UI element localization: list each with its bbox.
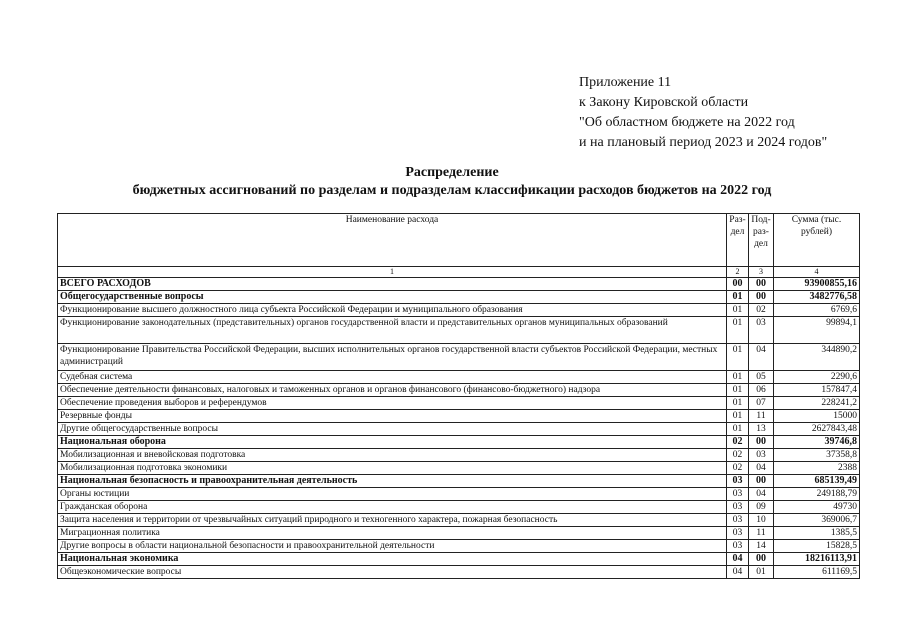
row-name: Другие вопросы в области национальной безопасности и правоохранительной деятельности [58, 540, 727, 553]
appendix-block [579, 73, 827, 153]
column-number-row [58, 267, 860, 278]
row-subsection: 11 [749, 527, 774, 540]
row-sum: 49730 [774, 501, 860, 514]
row-name: Функционирование Правительства Российской Федерации, высших исполнительных органов государственной власти субъектов Российской Федерации, местных администраций [58, 344, 727, 371]
row-section: 03 [727, 488, 749, 501]
row-subsection: 01 [749, 566, 774, 579]
column-number: 1 [58, 267, 727, 278]
row-name: Судебная система [58, 371, 727, 384]
table-row [58, 291, 860, 304]
row-name: Обеспечение проведения выборов и референдумов [58, 397, 727, 410]
table-row [58, 514, 860, 527]
row-sum: 369006,7 [774, 514, 860, 527]
row-subsection: 07 [749, 397, 774, 410]
row-name: ВСЕГО РАСХОДОВ [58, 278, 727, 291]
table-row [58, 317, 860, 344]
row-sum: 99894,1 [774, 317, 860, 344]
table-row [58, 436, 860, 449]
row-name: Другие общегосударственные вопросы [58, 423, 727, 436]
row-name: Защита населения и территории от чрезвычайных ситуаций природного и техногенного характера, пожарная безопасность [58, 514, 727, 527]
table-row [58, 423, 860, 436]
row-section: 01 [727, 410, 749, 423]
header-section: Раз-дел [727, 214, 749, 267]
row-sum: 3482776,58 [774, 291, 860, 304]
row-section: 01 [727, 344, 749, 371]
row-name: Функционирование законодательных (представительных) органов государственной власти и представительных органов муниципальных образований [58, 317, 727, 344]
table-row [58, 540, 860, 553]
row-subsection: 09 [749, 501, 774, 514]
row-name: Функционирование высшего должностного лица субъекта Российской Федерации и муниципального образования [58, 304, 727, 317]
row-name: Мобилизационная и вневойсковая подготовка [58, 449, 727, 462]
row-subsection: 00 [749, 436, 774, 449]
column-number: 4 [774, 267, 860, 278]
row-sum: 611169,5 [774, 566, 860, 579]
row-section: 01 [727, 317, 749, 344]
row-sum: 2388 [774, 462, 860, 475]
row-sum: 6769,6 [774, 304, 860, 317]
table-row [58, 384, 860, 397]
table-row [58, 527, 860, 540]
column-number: 3 [749, 267, 774, 278]
row-subsection: 06 [749, 384, 774, 397]
appendix-line: Приложение 11 [579, 75, 672, 90]
row-subsection: 10 [749, 514, 774, 527]
row-name: Национальная оборона [58, 436, 727, 449]
row-sum: 39746,8 [774, 436, 860, 449]
row-sum: 2627843,48 [774, 423, 860, 436]
row-section: 03 [727, 514, 749, 527]
table-row [58, 462, 860, 475]
table-header-row [58, 214, 860, 267]
table-row [58, 501, 860, 514]
table-row [58, 566, 860, 579]
row-section: 03 [727, 540, 749, 553]
row-subsection: 00 [749, 278, 774, 291]
row-name: Гражданская оборона [58, 501, 727, 514]
row-section: 01 [727, 384, 749, 397]
row-subsection: 05 [749, 371, 774, 384]
header-subsection: Под-раз-дел [749, 214, 774, 267]
row-section: 01 [727, 423, 749, 436]
table-row [58, 278, 860, 291]
row-sum: 18216113,91 [774, 553, 860, 566]
row-sum: 93900855,16 [774, 278, 860, 291]
row-section: 00 [727, 278, 749, 291]
row-name: Национальная безопасность и правоохранительная деятельность [58, 475, 727, 488]
row-name: Органы юстиции [58, 488, 727, 501]
row-subsection: 00 [749, 291, 774, 304]
appendix-line: к Закону Кировской области [579, 95, 749, 110]
header-name: Наименование расхода [58, 214, 727, 267]
row-subsection: 13 [749, 423, 774, 436]
table-row [58, 371, 860, 384]
row-subsection: 02 [749, 304, 774, 317]
table-row [58, 449, 860, 462]
page-subtitle: бюджетных ассигнований по разделам и подразделам классификации расходов бюджетов на 2022 год [132, 183, 772, 198]
row-section: 01 [727, 291, 749, 304]
row-name: Национальная экономика [58, 553, 727, 566]
table-row [58, 410, 860, 423]
row-section: 03 [727, 527, 749, 540]
row-sum: 15000 [774, 410, 860, 423]
row-section: 01 [727, 397, 749, 410]
table-row [58, 397, 860, 410]
row-name: Общеэкономические вопросы [58, 566, 727, 579]
row-section: 04 [727, 553, 749, 566]
table-row [58, 488, 860, 501]
row-section: 03 [727, 501, 749, 514]
row-subsection: 03 [749, 449, 774, 462]
row-subsection: 00 [749, 553, 774, 566]
row-subsection: 14 [749, 540, 774, 553]
table-row [58, 344, 860, 371]
row-name: Общегосударственные вопросы [58, 291, 727, 304]
row-section: 04 [727, 566, 749, 579]
row-section: 02 [727, 462, 749, 475]
row-section: 01 [727, 371, 749, 384]
budget-table [57, 213, 860, 579]
table-row [58, 304, 860, 317]
row-sum: 344890,2 [774, 344, 860, 371]
row-subsection: 00 [749, 475, 774, 488]
row-subsection: 03 [749, 317, 774, 344]
row-sum: 15828,5 [774, 540, 860, 553]
appendix-line: и на плановый период 2023 и 2024 годов" [579, 135, 828, 150]
row-sum: 1385,5 [774, 527, 860, 540]
appendix-line: "Об областном бюджете на 2022 год [579, 115, 795, 130]
table-body [58, 278, 860, 579]
row-section: 02 [727, 449, 749, 462]
page-title: Распределение [405, 165, 499, 180]
row-sum: 228241,2 [774, 397, 860, 410]
row-subsection: 04 [749, 462, 774, 475]
row-sum: 685139,49 [774, 475, 860, 488]
table-row [58, 475, 860, 488]
row-subsection: 11 [749, 410, 774, 423]
row-name: Обеспечение деятельности финансовых, налоговых и таможенных органов и органов финансового (финансово-бюджетного) надзора [58, 384, 727, 397]
header-sum: Сумма (тыс. рублей) [774, 214, 860, 267]
row-name: Резервные фонды [58, 410, 727, 423]
column-number: 2 [727, 267, 749, 278]
row-name: Миграционная политика [58, 527, 727, 540]
row-sum: 2290,6 [774, 371, 860, 384]
row-subsection: 04 [749, 488, 774, 501]
row-subsection: 04 [749, 344, 774, 371]
row-section: 01 [727, 304, 749, 317]
table-row [58, 553, 860, 566]
row-sum: 37358,8 [774, 449, 860, 462]
row-section: 03 [727, 475, 749, 488]
row-section: 02 [727, 436, 749, 449]
row-name: Мобилизационная подготовка экономики [58, 462, 727, 475]
row-sum: 249188,79 [774, 488, 860, 501]
row-sum: 157847,4 [774, 384, 860, 397]
